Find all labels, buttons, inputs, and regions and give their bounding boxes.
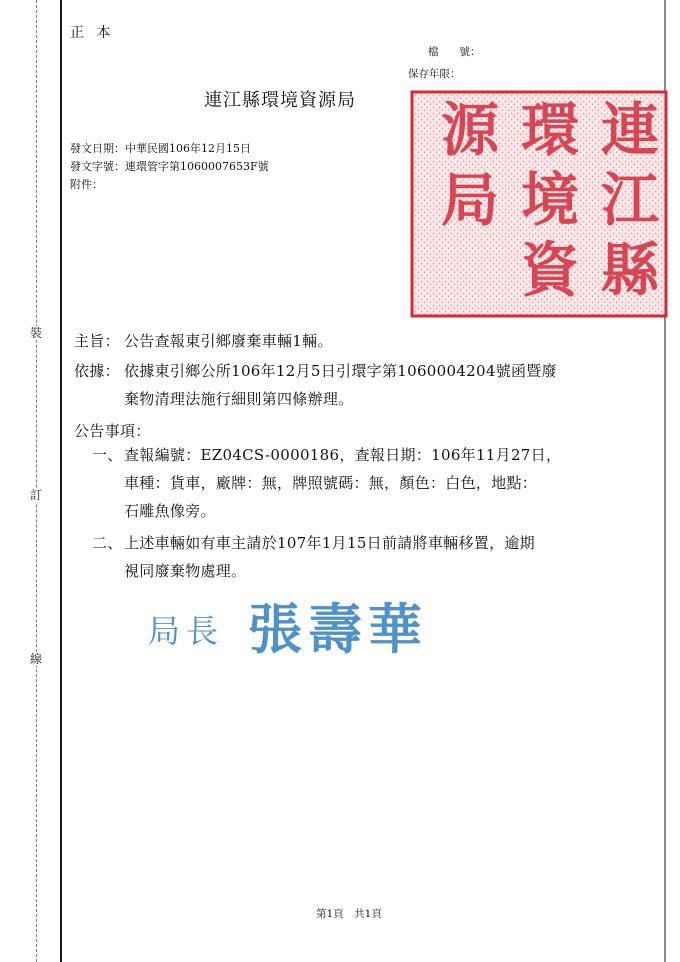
subject-text: 公告查報東引鄉廢棄車輛1輛。 bbox=[124, 332, 333, 350]
signature-name: 張壽華 bbox=[248, 597, 428, 661]
seal-char: 連 bbox=[600, 96, 660, 164]
binding-char-ding: 訂 bbox=[30, 488, 43, 502]
director-signature-stamp bbox=[144, 590, 464, 670]
subject-label: 主旨： bbox=[74, 332, 120, 350]
retention-period-label: 保存年限： bbox=[408, 68, 461, 80]
seal-char: 源 bbox=[440, 96, 500, 164]
notice-item-2-line-1: 上述車輛如有車主請於107年1月15日前請將車輛移置，逾期 bbox=[124, 534, 535, 552]
seal-char: 資 bbox=[520, 236, 580, 304]
attachment-label: 附件： bbox=[70, 178, 103, 191]
issue-date: 發文日期：中華民國106年12月15日 bbox=[70, 142, 251, 155]
notice-item-2-number: 二、 bbox=[92, 534, 123, 552]
signature-title: 局長 bbox=[148, 612, 225, 650]
notice-item-1-line-3: 石雕魚像旁。 bbox=[124, 502, 216, 520]
copy-mark: 正 本 bbox=[70, 25, 115, 41]
file-number-label: 檔 號： bbox=[428, 46, 481, 58]
notice-item-1-line-1: 查報編號：EZ04CS-0000186，查報日期：106年11月27日， bbox=[124, 446, 562, 464]
notice-label: 公告事項： bbox=[74, 422, 151, 440]
seal-char: 縣 bbox=[600, 236, 660, 304]
notice-item-1-line-2: 車種：貨車，廠牌：無，牌照號碼：無，顏色：白色，地點： bbox=[124, 474, 538, 492]
notice-item-1-number: 一、 bbox=[92, 446, 123, 464]
issue-number: 發文字號：連環管字第1060007653F號 bbox=[70, 160, 269, 173]
seal-graphic bbox=[408, 88, 670, 320]
seal-char: 江 bbox=[600, 166, 660, 234]
basis-line-2: 棄物清理法施行細則第四條辦理。 bbox=[124, 390, 354, 408]
official-seal bbox=[408, 88, 670, 320]
page-number: 第1頁 共1頁 bbox=[316, 908, 382, 920]
basis-label: 依據： bbox=[74, 362, 120, 380]
seal-char: 環 bbox=[520, 96, 580, 164]
basis-line-1: 依據東引鄉公所106年12月5日引環字第1060004204號函暨廢 bbox=[124, 362, 557, 380]
notice-item-2-line-2: 視同廢棄物處理。 bbox=[124, 562, 247, 580]
binding-char-zhuang: 裝 bbox=[30, 326, 43, 340]
seal-char: 境 bbox=[520, 166, 580, 234]
left-margin-rule bbox=[60, 0, 62, 962]
binding-dashed-line bbox=[36, 0, 37, 962]
seal-char: 局 bbox=[440, 166, 500, 234]
binding-char-xian: 線 bbox=[30, 652, 43, 666]
agency-title: 連江縣環境資源局 bbox=[204, 90, 356, 111]
